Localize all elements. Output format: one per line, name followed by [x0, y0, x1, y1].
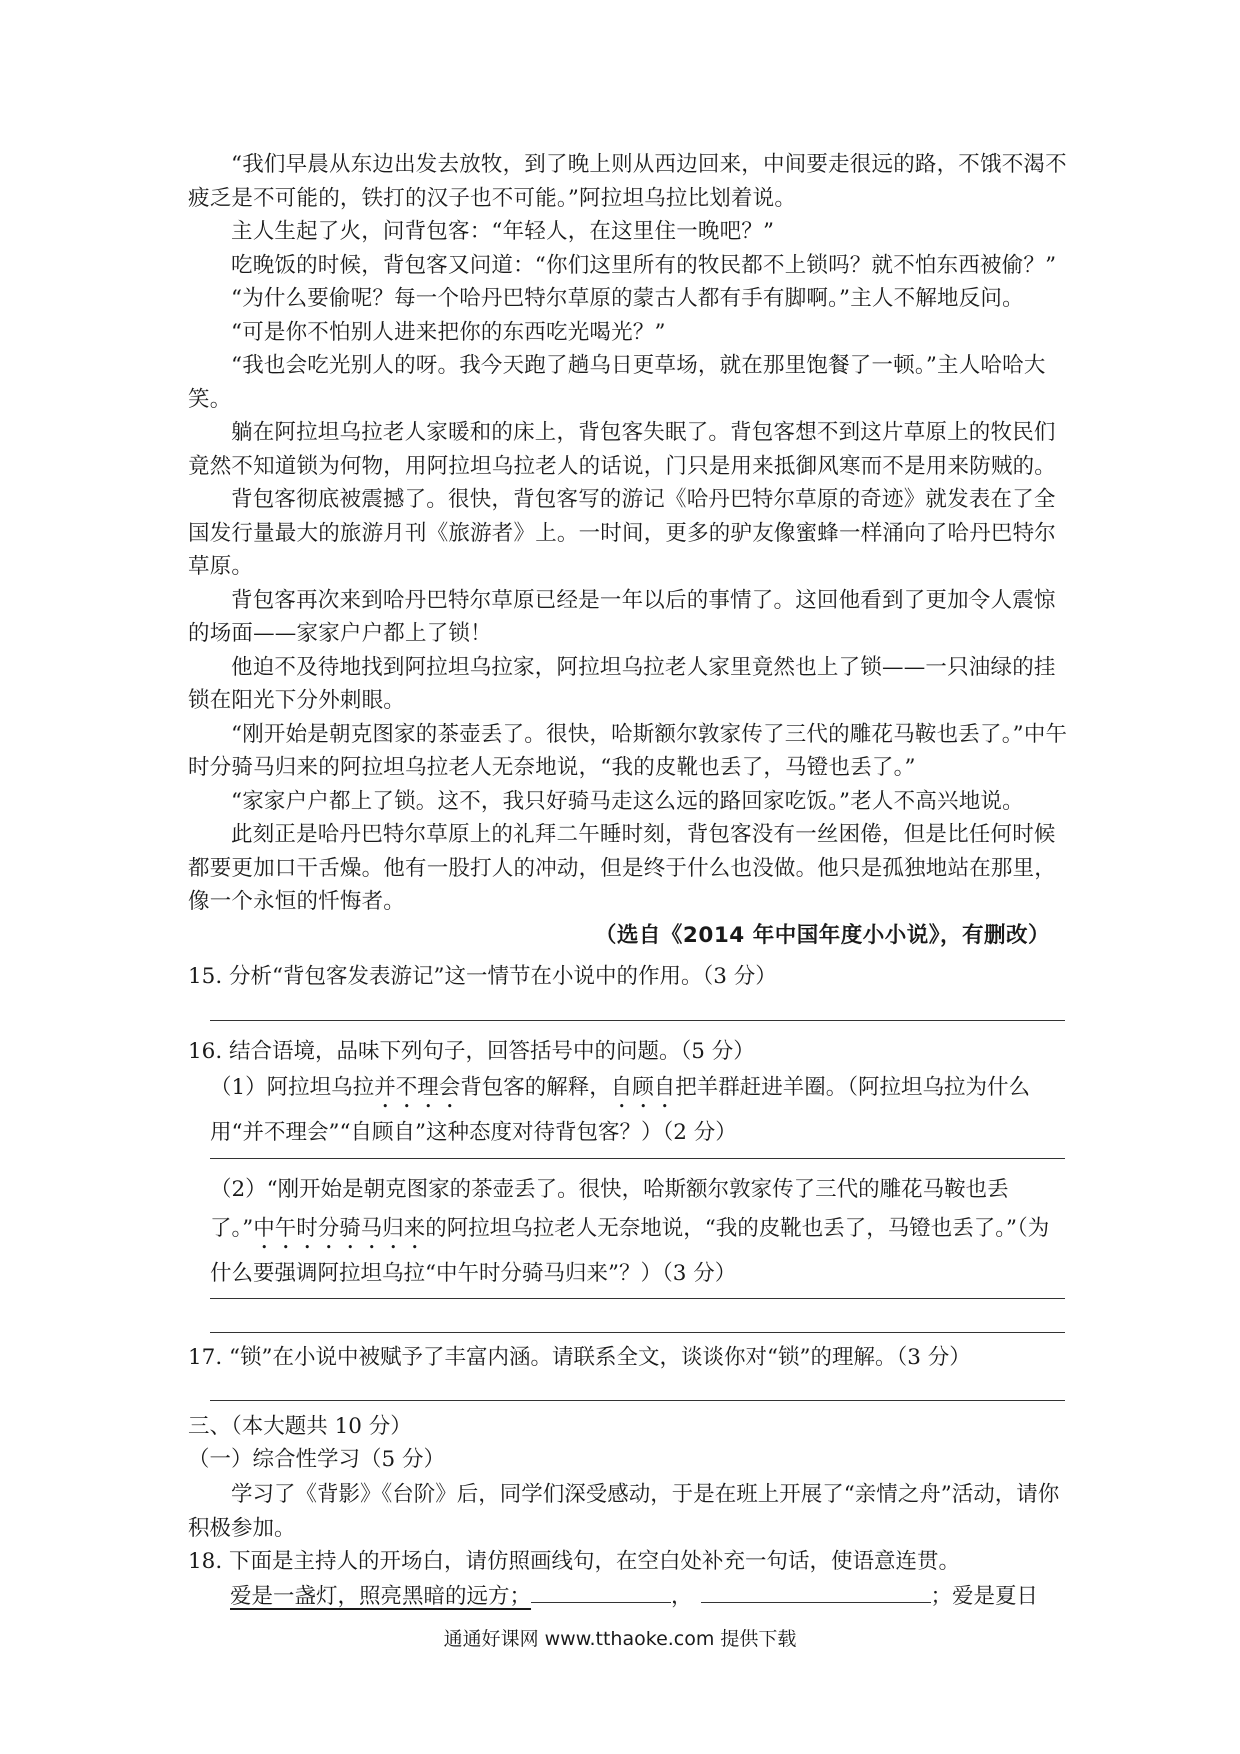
- story-paragraph: “我们早晨从东边出发去放牧，到了晚上则从西边回来，中间要走很远的路，不饿不渴不疲乏是不可能的，铁打的汉子也不可能。”阿拉坦乌拉比划着说。: [188, 152, 1067, 211]
- q16-1-text-a: （1）阿拉坦乌拉: [210, 1075, 375, 1100]
- story-paragraph: 躺在阿拉坦乌拉老人家暖和的床上，背包客失眠了。背包客想不到这片草原上的牧民们竟然不知道锁为何物，用阿拉坦乌拉老人的话说，门只是用来抵御风寒而不是用来防贼的。: [188, 420, 1057, 479]
- story-text: [188, 148, 1068, 919]
- question-18-sentence: [230, 1580, 1070, 1614]
- q16-1-text-c: 把羊群赶进羊圈。（阿拉坦乌拉为什么用“并不理会”“自顾自”这种态度对待背包客？）（2 分）: [210, 1075, 1030, 1145]
- q16-1-text-b: 背包客的解释，: [460, 1075, 611, 1100]
- answer-line-17[interactable]: [210, 1400, 1065, 1401]
- q18-tail: 爱是夏日: [952, 1584, 1039, 1609]
- story-paragraph: 背包客彻底被震撼了。很快，背包客写的游记《哈丹巴特尔草原的奇迹》就发表在了全国发行量最大的旅游月刊《旅游者》上。一时间，更多的驴友像蜜蜂一样涌向了哈丹巴特尔草原。: [188, 487, 1057, 579]
- answer-line-16-2a[interactable]: [210, 1298, 1065, 1299]
- story-paragraph: 主人生起了火，问背包客：“年轻人，在这里住一晚吧？”: [231, 219, 775, 244]
- story-source: （选自《2014 年中国年度小小说》，有删改）: [594, 923, 1050, 948]
- answer-line-16-2b[interactable]: [210, 1332, 1065, 1333]
- q16-2-text-a: （2）“刚开始是朝克图家的茶壶丢了。很快，哈斯额尔敦家传了三代的雕花马鞍也丢了。”: [210, 1177, 1009, 1241]
- q18-semicolon: ；: [930, 1584, 953, 1609]
- answer-line-16-1[interactable]: [210, 1158, 1065, 1159]
- q18-blank-1[interactable]: [531, 1580, 671, 1603]
- question-17: 17. “锁”在小说中被赋予了丰富内涵。请联系全文，谈谈你对“锁”的理解。（3 分）: [188, 1345, 971, 1370]
- question-15: 15. 分析“背包客发表游记”这一情节在小说中的作用。（3 分）: [188, 964, 777, 989]
- section-3-subheading: （一）综合性学习（5 分）: [188, 1447, 446, 1472]
- q16-2-text-b: 的阿拉坦乌拉老人无奈地说，“我的皮靴也丢了，马镫也丢了。”（为什么要强调阿拉坦乌拉“中午时分骑马归来”？）（3 分）: [210, 1216, 1050, 1286]
- page-footer: 通通好课网 www.tthaoke.com 提供下载: [443, 1628, 797, 1650]
- story-paragraph: 他迫不及待地找到阿拉坦乌拉家，阿拉坦乌拉老人家里竟然也上了锁——一只油绿的挂锁在阳光下分外刺眼。: [188, 654, 1056, 713]
- question-18: 18. 下面是主持人的开场白，请仿照画线句，在空白处补充一句话，使语意连贯。: [188, 1549, 961, 1574]
- story-paragraph: “家家户户都上了锁。这不，我只好骑马走这么远的路回家吃饭。”老人不高兴地说。: [231, 788, 1024, 814]
- story-paragraph: “刚开始是朝克图家的茶壶丢了。很快，哈斯额尔敦家传了三代的雕花马鞍也丢了。”中午时分骑马归来的阿拉坦乌拉老人无奈地说，“我的皮靴也丢了，马镫也丢了。”: [188, 721, 1068, 780]
- story-paragraph: “可是你不怕别人进来把你的东西吃光喝光？”: [231, 319, 666, 345]
- story-paragraph: “为什么要偷呢？每一个哈丹巴特尔草原的蒙古人都有手有脚啊。”主人不解地反问。: [231, 286, 1024, 311]
- q16-1-emphasis-2: 自顾自: [610, 1075, 676, 1100]
- q18-comma: ，: [671, 1584, 693, 1609]
- q16-2-emphasis: 中午时分骑马归来: [253, 1216, 426, 1241]
- story-paragraph: “我也会吃光别人的呀。我今天跑了趟乌日更草场，就在那里饱餐了一顿。”主人哈哈大笑。: [188, 353, 1046, 412]
- answer-line-15[interactable]: [210, 1020, 1065, 1021]
- section-3-heading: 三、（本大题共 10 分）: [188, 1414, 412, 1439]
- question-16: 16. 结合语境，品味下列句子，回答括号中的问题。（5 分）: [188, 1039, 755, 1064]
- question-16-part2: [210, 1170, 1068, 1293]
- section-3-intro: 学习了《背影》《台阶》后，同学们深受感动，于是在班上开展了“亲情之舟”活动，请你积极参加。: [188, 1482, 1060, 1541]
- q18-underlined-sentence: 爱是一盏灯，照亮黑暗的远方；: [230, 1584, 532, 1609]
- q16-1-emphasis-1: 并不理会: [374, 1075, 461, 1100]
- story-paragraph: 此刻正是哈丹巴特尔草原上的礼拜二午睡时刻，背包客没有一丝困倦，但是比任何时候都要更加口干舌燥。他有一股打人的冲动，但是终于什么也没做。他只是孤独地站在那里，像一个永恒的忏悔者。: [188, 822, 1057, 914]
- story-paragraph: 吃晚饭的时候，背包客又问道：“你们这里所有的牧民都不上锁吗？就不怕东西被偷？”: [231, 252, 1057, 278]
- question-16-part1: [210, 1068, 1068, 1152]
- story-paragraph: 背包客再次来到哈丹巴特尔草原已经是一年以后的事情了。这回他看到了更加令人震惊的场面——家家户户都上了锁！: [188, 587, 1056, 646]
- q18-blank-2[interactable]: [701, 1580, 931, 1603]
